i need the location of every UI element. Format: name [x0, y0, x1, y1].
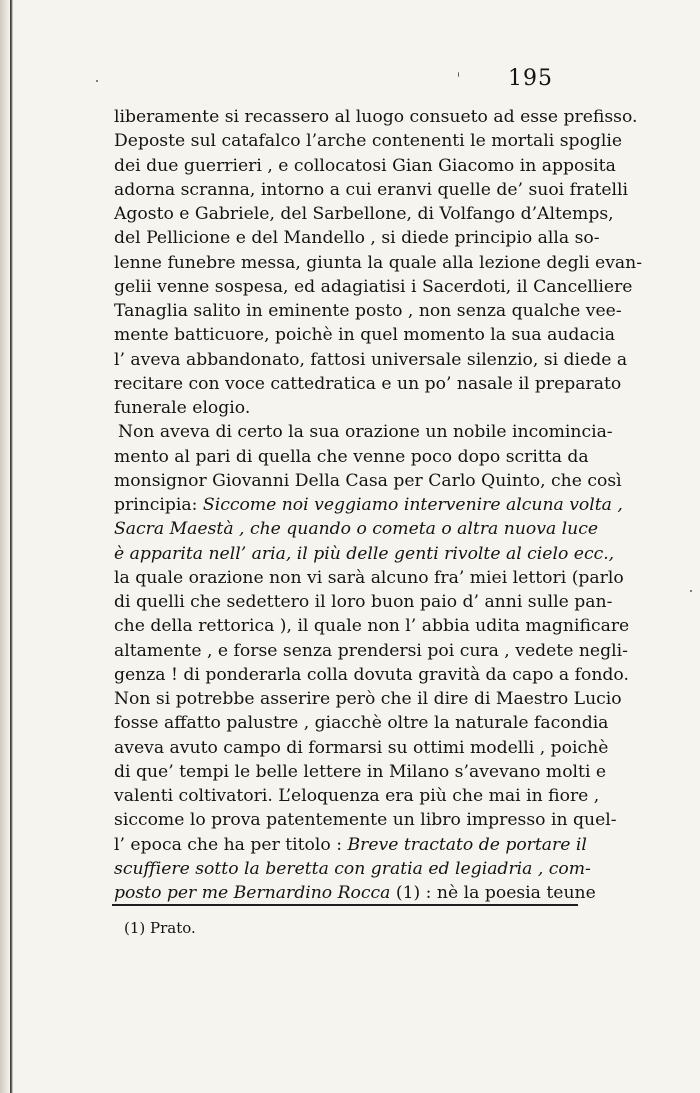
text-line: [114, 299, 622, 323]
text-line: [114, 590, 613, 614]
paper-speck: [458, 72, 459, 77]
text-line: [114, 736, 609, 760]
page-number: 195: [508, 66, 553, 91]
text-segment: gelii venne sospesa, ed adagiatisi i Sacerdoti, il Cancelliere: [114, 276, 633, 297]
text-line: [114, 105, 638, 129]
text-line: [114, 493, 623, 517]
text-segment: recitare con voce cattedratica e un po’ nasale il preparato: [114, 373, 622, 394]
text-segment: lenne funebre messa, giunta la quale alla lezione degli evan-: [114, 252, 643, 273]
paper-speck: [96, 80, 98, 82]
text-line: [114, 517, 599, 541]
text-segment: Non aveva di certo la sua orazione un nobile incomincia-: [118, 422, 613, 443]
text-line: [114, 469, 622, 493]
paper-speck: [690, 590, 692, 592]
binding-edge: [10, 0, 13, 1093]
text-line: [114, 614, 630, 638]
text-segment: altamente , e forse senza prendersi poi cura , vedete negli-: [114, 640, 628, 661]
italic-text: è apparita nell’ aria, il più delle genti rivolte al cielo ecc.,: [114, 543, 615, 564]
text-line: [114, 372, 622, 396]
italic-text: Breve tractato de portare il: [347, 834, 587, 855]
text-segment: Non si potrebbe asserire però che il dire di Maestro Lucio: [114, 689, 622, 709]
text-line: [114, 711, 609, 735]
text-line: [114, 396, 576, 420]
text-segment: Tanaglia salito in eminente posto , non senza qualche vee-: [114, 301, 622, 321]
text-line: [114, 129, 623, 153]
text-line: [114, 154, 616, 178]
text-segment: che della rettorica ), il quale non l’ abbia udita magnificare: [114, 616, 630, 637]
text-segment: principia:: [114, 495, 203, 515]
text-line: [114, 566, 624, 590]
text-segment: Deposte sul catafalco l’arche contenenti le mortali spoglie: [114, 131, 623, 152]
text-line: [114, 275, 633, 299]
text-segment: Agosto e Gabriele, del Sarbellone, di Volfango d’Altemps,: [114, 204, 614, 224]
text-segment: la quale orazione non vi sarà alcuno fra’ miei lettori (parlo: [114, 567, 624, 588]
text-segment: dei due guerrieri , e collocatosi Gian Giacomo in apposita: [114, 155, 616, 176]
footnote: (1) Prato.: [124, 919, 196, 937]
text-line: [114, 202, 614, 226]
text-segment: monsignor Giovanni Della Casa per Carlo Quinto, che così: [114, 470, 622, 491]
text-segment: di que’ tempi le belle lettere in Milano s’avevano molti e: [114, 761, 607, 782]
text-segment: liberamente si recassero al luogo consueto ad esse prefisso.: [114, 107, 638, 127]
text-segment: l’ aveva abbandonato, fattosi universale silenzio, si diede a: [114, 349, 628, 370]
text-line: [114, 808, 617, 832]
italic-text: Sacra Maestà , che quando o cometa o altra nuova luce: [114, 519, 599, 540]
italic-text: Siccome noi veggiamo intervenire alcuna volta ,: [202, 495, 623, 515]
text-segment: siccome lo prova patentemente un libro impresso in quel-: [114, 810, 617, 831]
text-line: [114, 760, 607, 784]
text-segment: adorna scranna, intorno a cui eranvi quelle de’ suoi fratelli: [114, 179, 629, 200]
text-line: [114, 881, 596, 905]
text-line: [114, 323, 616, 347]
text-line: [114, 542, 615, 566]
text-segment: di quelli che sedettero il loro buon paio d’ anni sulle pan-: [114, 592, 613, 612]
footnote-rule: [112, 904, 578, 906]
text-line: [114, 445, 589, 469]
text-segment: l’ epoca che ha per titolo :: [114, 834, 348, 855]
text-segment: valenti coltivatori. L’eloquenza era più che mai in fiore ,: [114, 786, 600, 806]
text-line: [114, 639, 628, 663]
text-line: [114, 784, 600, 808]
text-line: [114, 833, 587, 857]
text-line: [114, 178, 629, 202]
text-segment: del Pellicione e del Mandello , si diede principio alla so-: [114, 228, 600, 249]
text-line: [114, 857, 591, 881]
text-segment: funerale elogio.: [114, 398, 251, 418]
text-segment: aveva avuto campo di formarsi su ottimi modelli , poichè: [114, 737, 609, 758]
text-segment: mento al pari di quella che venne poco dopo scritta da: [114, 446, 589, 467]
text-segment: genza ! di ponderarla colla dovuta gravità da capo a fondo.: [114, 664, 629, 685]
text-line: [114, 226, 600, 250]
text-line: [114, 663, 629, 687]
body-text: [114, 105, 643, 905]
page-gutter-shadow: [0, 0, 10, 1093]
text-segment: (1) : nè la poesia teune: [390, 883, 596, 903]
text-segment: fosse affatto palustre , giacchè oltre la naturale facondia: [114, 713, 609, 734]
italic-text: scuffiere sotto la beretta con gratia ed legiadria , com-: [114, 858, 591, 879]
text-line: [114, 420, 613, 444]
text-line: [114, 251, 643, 275]
text-line: [114, 687, 622, 711]
italic-text: posto per me Bernardino Rocca: [114, 883, 391, 903]
text-line: [114, 348, 628, 372]
text-segment: mente batticuore, poichè in quel momento la sua audacia: [114, 325, 616, 346]
